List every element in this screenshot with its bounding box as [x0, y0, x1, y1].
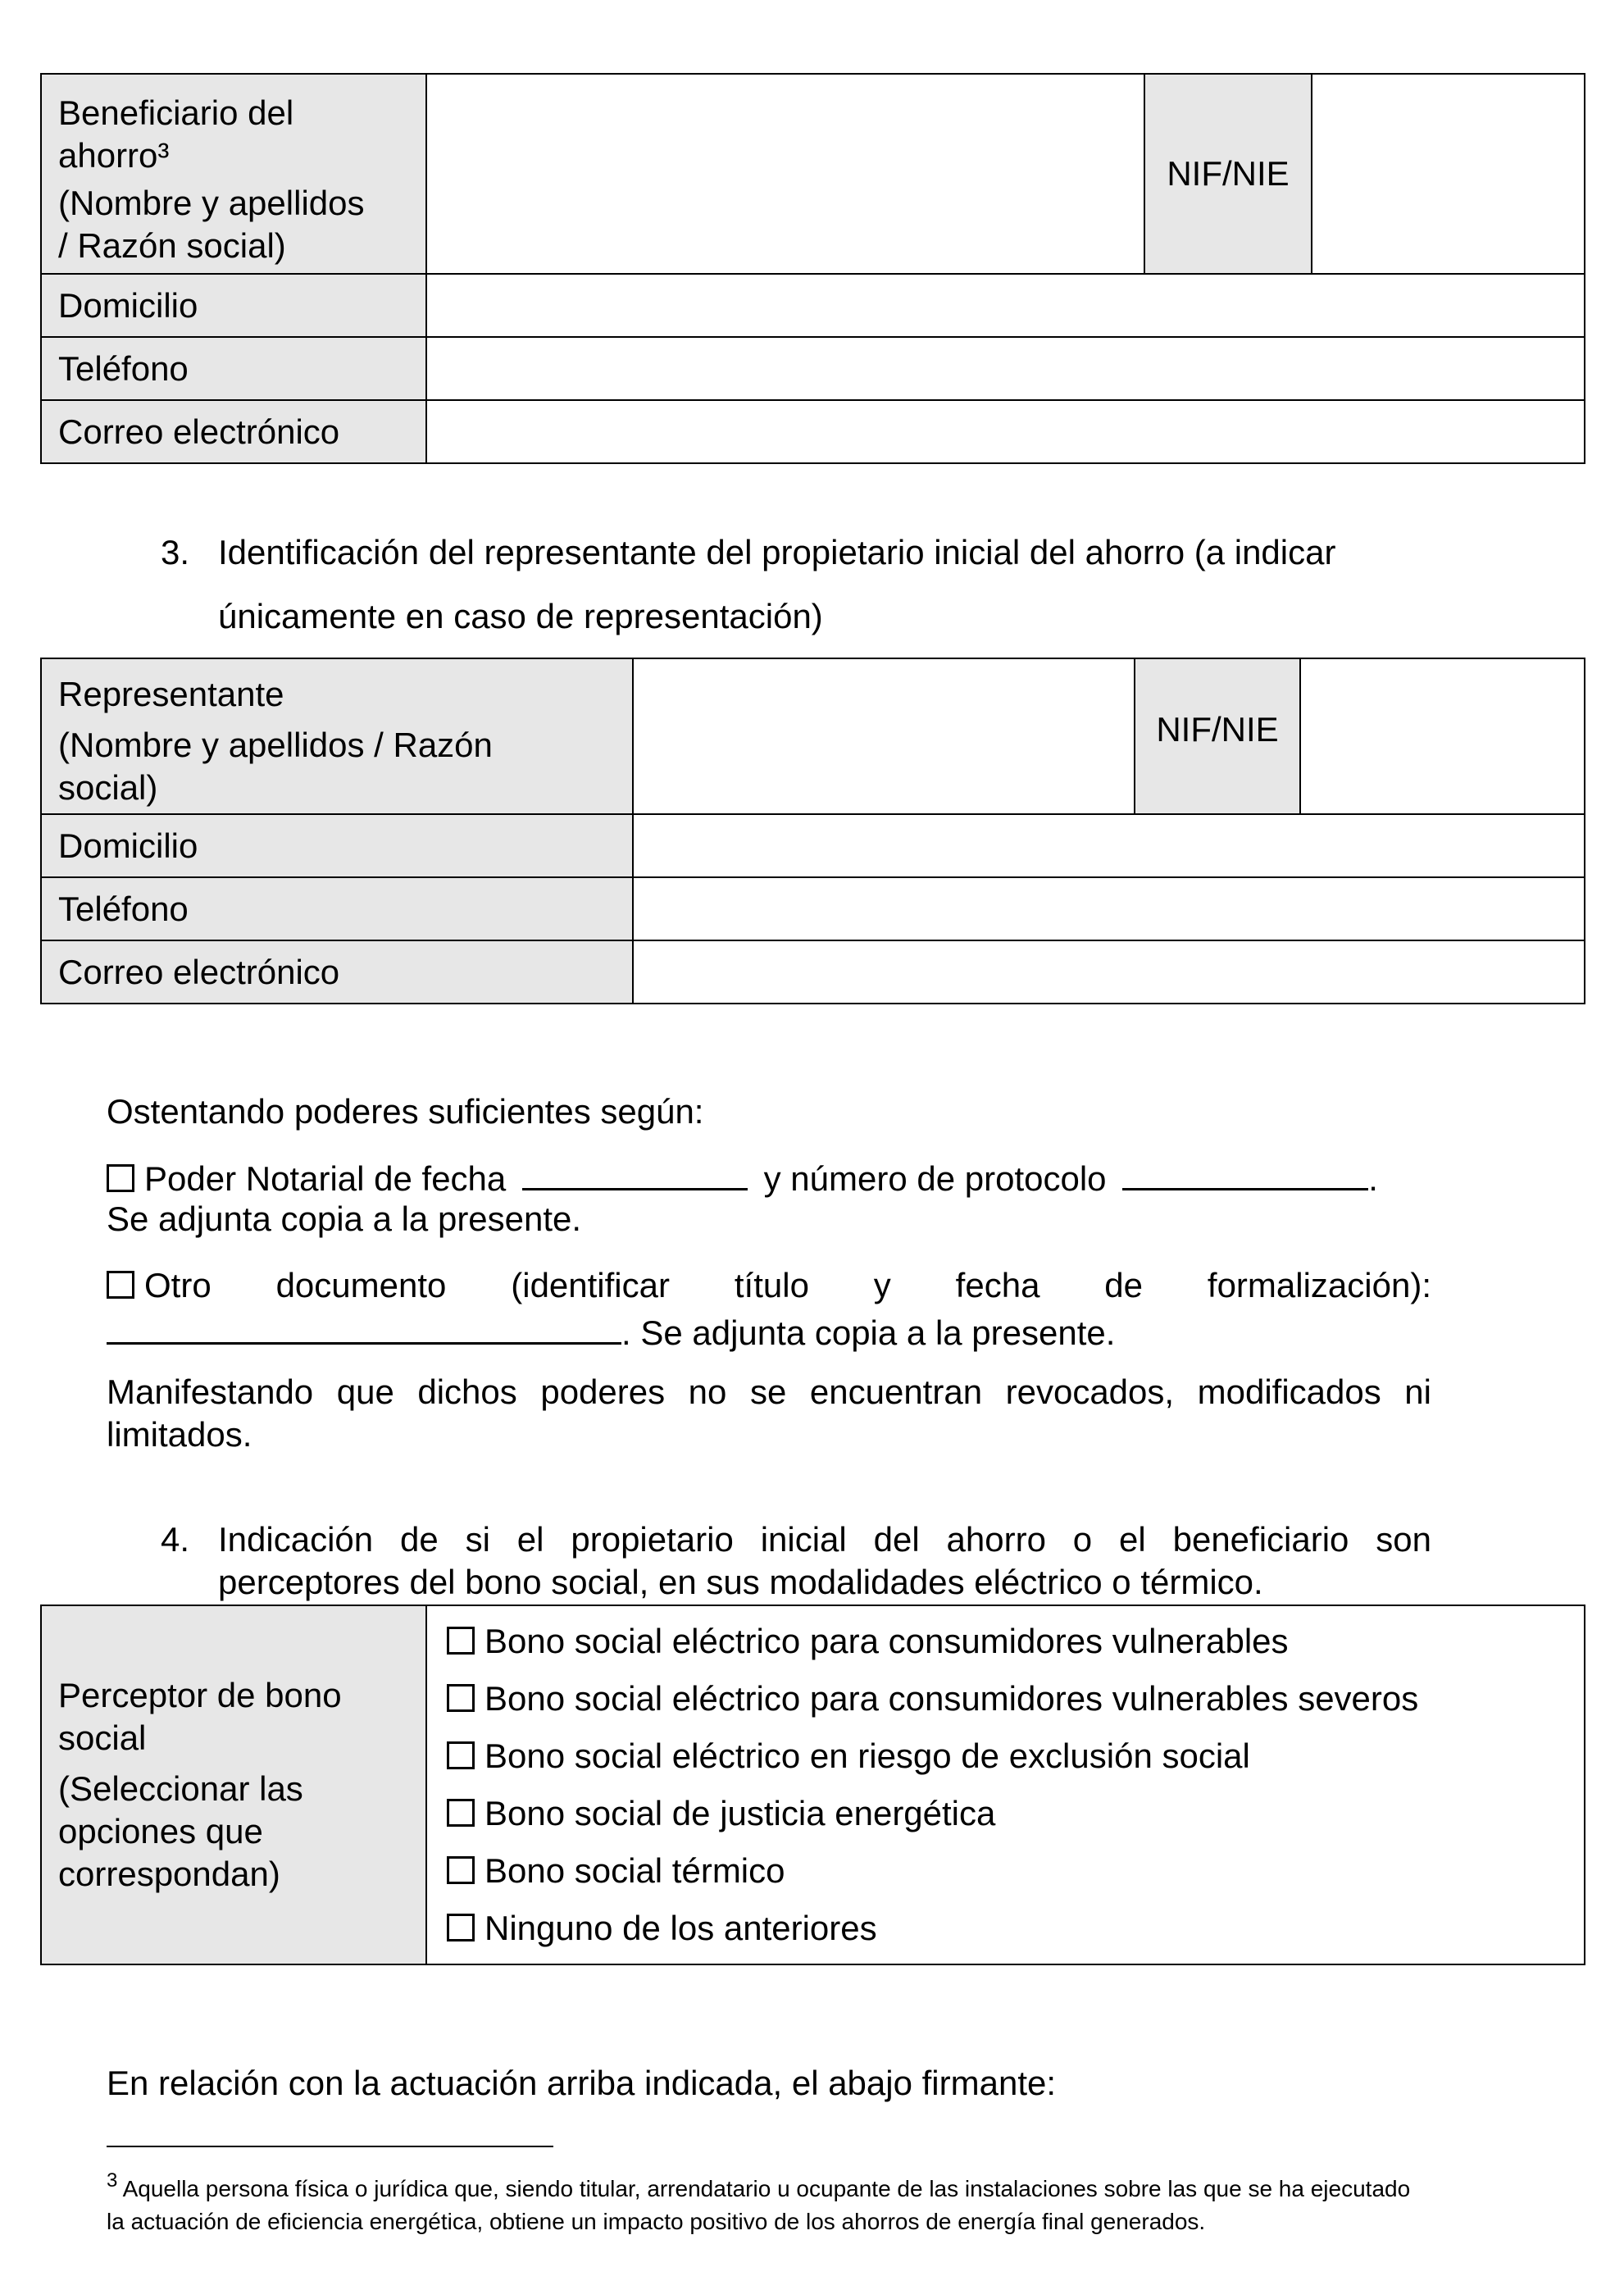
notarial-power-label: Poder Notarial de fecha	[144, 1159, 507, 1198]
beneficiary-phone-label: Teléfono	[41, 337, 426, 400]
social-bonus-label-line: social	[58, 1718, 147, 1757]
representative-name-field[interactable]	[633, 658, 1135, 814]
social-bonus-label-line: Perceptor de bono	[58, 1676, 342, 1714]
option-label: Bono social eléctrico para consumidores vulnerables severos	[484, 1679, 1419, 1718]
checkbox[interactable]	[447, 1856, 475, 1884]
beneficiary-label-line: (Nombre y apellidos	[58, 184, 365, 222]
section4-number: 4.	[161, 1520, 190, 1559]
social-bonus-option[interactable]	[447, 1900, 1564, 1957]
representative-table	[40, 658, 1585, 1004]
section3-number: 3.	[161, 533, 190, 571]
representative-address-field[interactable]	[633, 814, 1585, 877]
beneficiary-label-line: ahorro³	[58, 136, 170, 175]
option-label: Bono social eléctrico en riesgo de exclusión social	[484, 1737, 1250, 1775]
option1-period: .	[1368, 1159, 1378, 1198]
option2-line2	[107, 1309, 1115, 1354]
representative-label-line: (Nombre y apellidos / Razón	[58, 726, 493, 764]
representative-address-label: Domicilio	[41, 814, 633, 877]
beneficiary-label	[41, 74, 426, 274]
section4-heading-line2: perceptores del bono social, en sus modalidades eléctrico o térmico.	[218, 1563, 1263, 1601]
option-label: Bono social de justicia energética	[484, 1794, 996, 1832]
checkbox[interactable]	[447, 1741, 475, 1769]
other-document-field[interactable]	[107, 1309, 621, 1345]
option-label: Bono social térmico	[484, 1851, 785, 1890]
representative-label-line: Representante	[58, 675, 284, 713]
beneficiary-nif-label: NIF/NIE	[1144, 74, 1312, 274]
notarial-power-checkbox[interactable]	[107, 1164, 134, 1192]
footnote-marker: 3	[107, 2169, 118, 2192]
representative-nif-field[interactable]	[1300, 658, 1585, 814]
social-bonus-label	[41, 1605, 426, 1964]
social-bonus-option[interactable]	[447, 1785, 1564, 1842]
social-bonus-option[interactable]	[447, 1670, 1564, 1727]
notarial-date-field[interactable]	[522, 1155, 748, 1190]
beneficiary-name-field[interactable]	[426, 74, 1144, 274]
checkbox[interactable]	[447, 1627, 475, 1655]
checkbox[interactable]	[447, 1914, 475, 1941]
other-document-checkbox[interactable]	[107, 1271, 134, 1299]
powers-declaration: Manifestando que dichos poderes no se encuentran revocados, modificados ni limitados.	[107, 1372, 1431, 1454]
beneficiary-phone-field[interactable]	[426, 337, 1585, 400]
option-label: Ninguno de los anteriores	[484, 1909, 877, 1947]
social-bonus-label-line: correspondan)	[58, 1855, 280, 1893]
social-bonus-options	[426, 1605, 1585, 1964]
beneficiary-label-line: Beneficiario del	[58, 93, 294, 132]
option-label: Bono social eléctrico para consumidores vulnerables	[484, 1622, 1289, 1660]
powers-intro: Ostentando poderes suficientes según:	[107, 1092, 704, 1131]
closing-statement: En relación con la actuación arriba indicada, el abajo firmante:	[107, 2064, 1057, 2102]
representative-phone-field[interactable]	[633, 877, 1585, 940]
social-bonus-option[interactable]	[447, 1613, 1564, 1670]
representative-nif-label: NIF/NIE	[1135, 658, 1300, 814]
other-document-label: Otro documento (identificar título y fecha de formalización):	[144, 1266, 1431, 1304]
beneficiary-nif-field[interactable]	[1312, 74, 1585, 274]
section3-heading-line1: Identificación del representante del propietario inicial del ahorro (a indicar	[218, 533, 1336, 571]
representative-label-line: social)	[58, 768, 158, 807]
social-bonus-label-line: (Seleccionar las	[58, 1769, 303, 1808]
representative-email-field[interactable]	[633, 940, 1585, 1004]
representative-email-label: Correo electrónico	[41, 940, 633, 1004]
social-bonus-option[interactable]	[447, 1727, 1564, 1785]
social-bonus-label-line: opciones que	[58, 1812, 263, 1850]
representative-label	[41, 658, 633, 814]
footnote-divider	[107, 2146, 553, 2147]
powers-option2	[107, 1264, 1431, 1307]
protocol-number-field[interactable]	[1122, 1155, 1368, 1190]
beneficiary-address-label: Domicilio	[41, 274, 426, 337]
option1-attached-note: Se adjunta copia a la presente.	[107, 1199, 582, 1238]
beneficiary-table	[40, 73, 1585, 464]
social-bonus-option[interactable]	[447, 1842, 1564, 1900]
beneficiary-email-label: Correo electrónico	[41, 400, 426, 463]
beneficiary-address-field[interactable]	[426, 274, 1585, 337]
checkbox[interactable]	[447, 1799, 475, 1827]
protocol-number-label: y número de protocolo	[763, 1159, 1107, 1198]
footnote-text: Aquella persona física o jurídica que, siendo titular, arrendatario u ocupante de las instalaciones sobre las que se ha ejecutado la actuación de eficiencia energética, obtiene un impacto positivo de los ahorros de energía final generados.	[107, 2176, 1411, 2234]
section4-heading-line1: Indicación de si el propietario inicial del ahorro o el beneficiario son	[218, 1520, 1431, 1559]
section3-heading-line2: únicamente en caso de representación)	[218, 597, 823, 635]
beneficiary-email-field[interactable]	[426, 400, 1585, 463]
checkbox[interactable]	[447, 1684, 475, 1712]
footnote	[107, 2164, 1431, 2238]
option2-attached-note: . Se adjunta copia a la presente.	[621, 1313, 1116, 1352]
social-bonus-table	[40, 1605, 1585, 1965]
representative-phone-label: Teléfono	[41, 877, 633, 940]
powers-option1	[107, 1155, 1431, 1200]
beneficiary-label-line: / Razón social)	[58, 226, 286, 265]
